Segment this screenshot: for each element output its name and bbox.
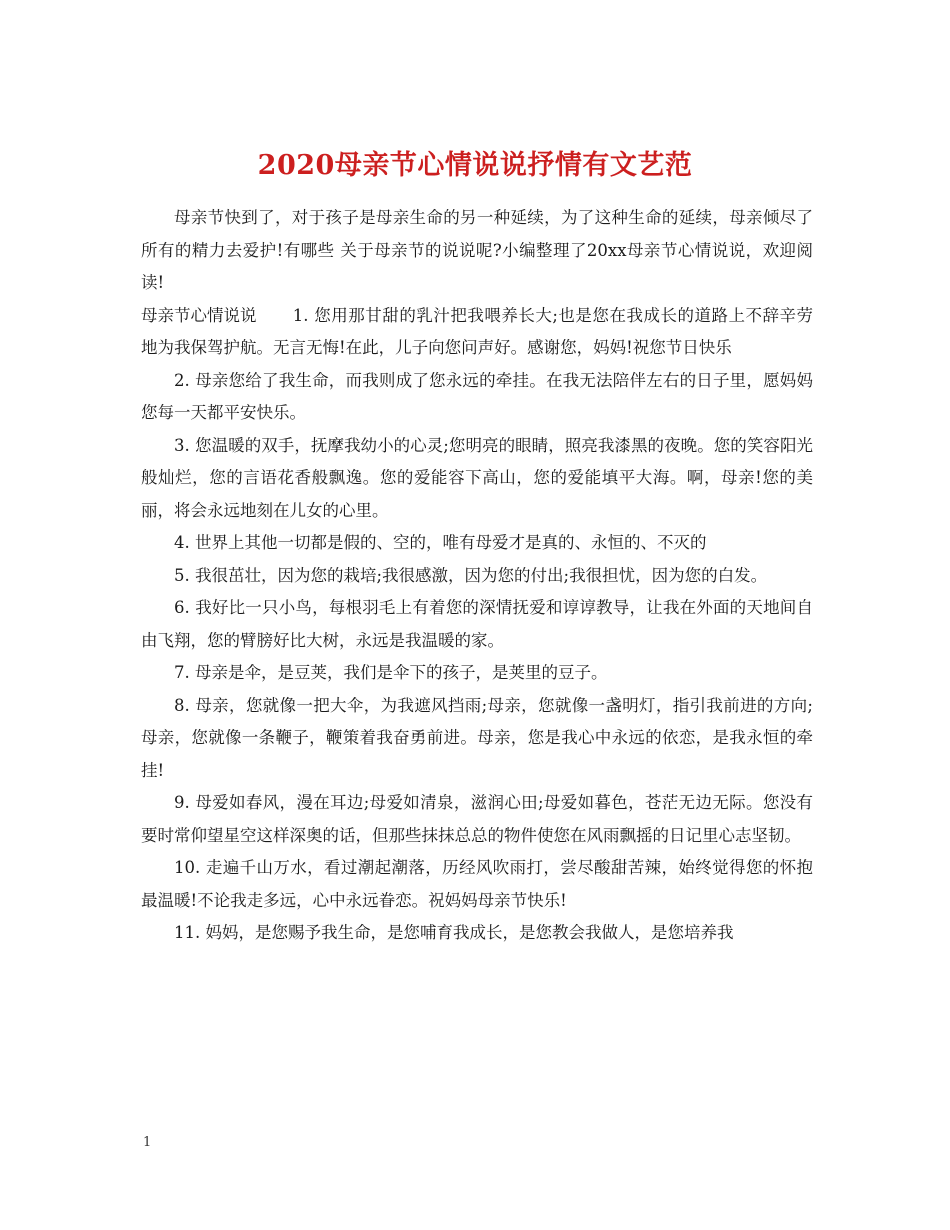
list-item: 4. 世界上其他一切都是假的、空的，唯有母爱才是真的、永恒的、不灭的 [174, 533, 707, 552]
list-item: 7. 母亲是伞，是豆荚，我们是伞下的孩子，是荚里的豆子。 [174, 663, 608, 682]
list-item: 10. 走遍千山万水，看过潮起潮落，历经风吹雨打，尝尽酸甜苦辣，始终觉得您的怀抱最温暖!不论我走多远，心中永远眷恋。祝妈妈母亲节快乐! [141, 858, 813, 910]
list-item: 6. 我好比一只小鸟，每根羽毛上有着您的深情抚爱和谆谆教导，让我在外面的天地间自由飞翔，您的臂膀好比大树，永远是我温暖的家。 [141, 598, 813, 650]
document-title: 2020母亲节心情说说抒情有文艺范 [257, 150, 693, 182]
section-label: 母亲节心情说说 [141, 305, 257, 325]
page-number: 1 [143, 1135, 152, 1150]
list-item: 1. 您用那甘甜的乳汁把我喂养长大;也是您在我成长的道路上不辞辛劳地为我保驾护航。无言无悔!在此，儿子向您问声好。感谢您，妈妈!祝您节日快乐 [141, 305, 813, 357]
list-item: 8. 母亲，您就像一把大伞，为我遮风挡雨;母亲，您就像一盏明灯，指引我前进的方向;母亲，您就像一条鞭子，鞭策着我奋勇前进。母亲，您是我心中永远的依恋，是我永恒的牵挂! [141, 695, 813, 780]
document-body [141, 202, 813, 950]
list-item: 2. 母亲您给了我生命，而我则成了您永远的牵挂。在我无法陪伴左右的日子里，愿妈妈您每一天都平安快乐。 [141, 370, 813, 422]
section-first-paragraph [141, 300, 813, 365]
list-item: 5. 我很茁壮，因为您的栽培;我很感激，因为您的付出;我很担忧，因为您的白发。 [174, 565, 768, 585]
list-item: 3. 您温暖的双手，抚摩我幼小的心灵;您明亮的眼睛，照亮我漆黑的夜晚。您的笑容阳光般灿烂，您的言语花香般飘逸。您的爱能容下高山，您的爱能填平大海。啊，母亲!您的美丽，将会永远地刻在儿女的心里。 [141, 435, 813, 520]
list-item: 9. 母爱如春风，漫在耳边;母爱如清泉，滋润心田;母爱如暮色，苍茫无边无际。您没有要时常仰望星空这样深奥的话，但那些抹抹总总的物件使您在风雨飘摇的日记里心志坚韧。 [141, 793, 813, 845]
list-item: 11. 妈妈，是您赐予我生命，是您哺育我成长，是您教会我做人，是您培养我 [174, 923, 734, 942]
intro-paragraph: 母亲节快到了，对于孩子是母亲生命的另一种延续，为了这种生命的延续，母亲倾尽了所有的精力去爱护!有哪些 关于母亲节的说说呢?小编整理了20xx母亲节心情说说，欢迎阅读! [141, 208, 813, 292]
